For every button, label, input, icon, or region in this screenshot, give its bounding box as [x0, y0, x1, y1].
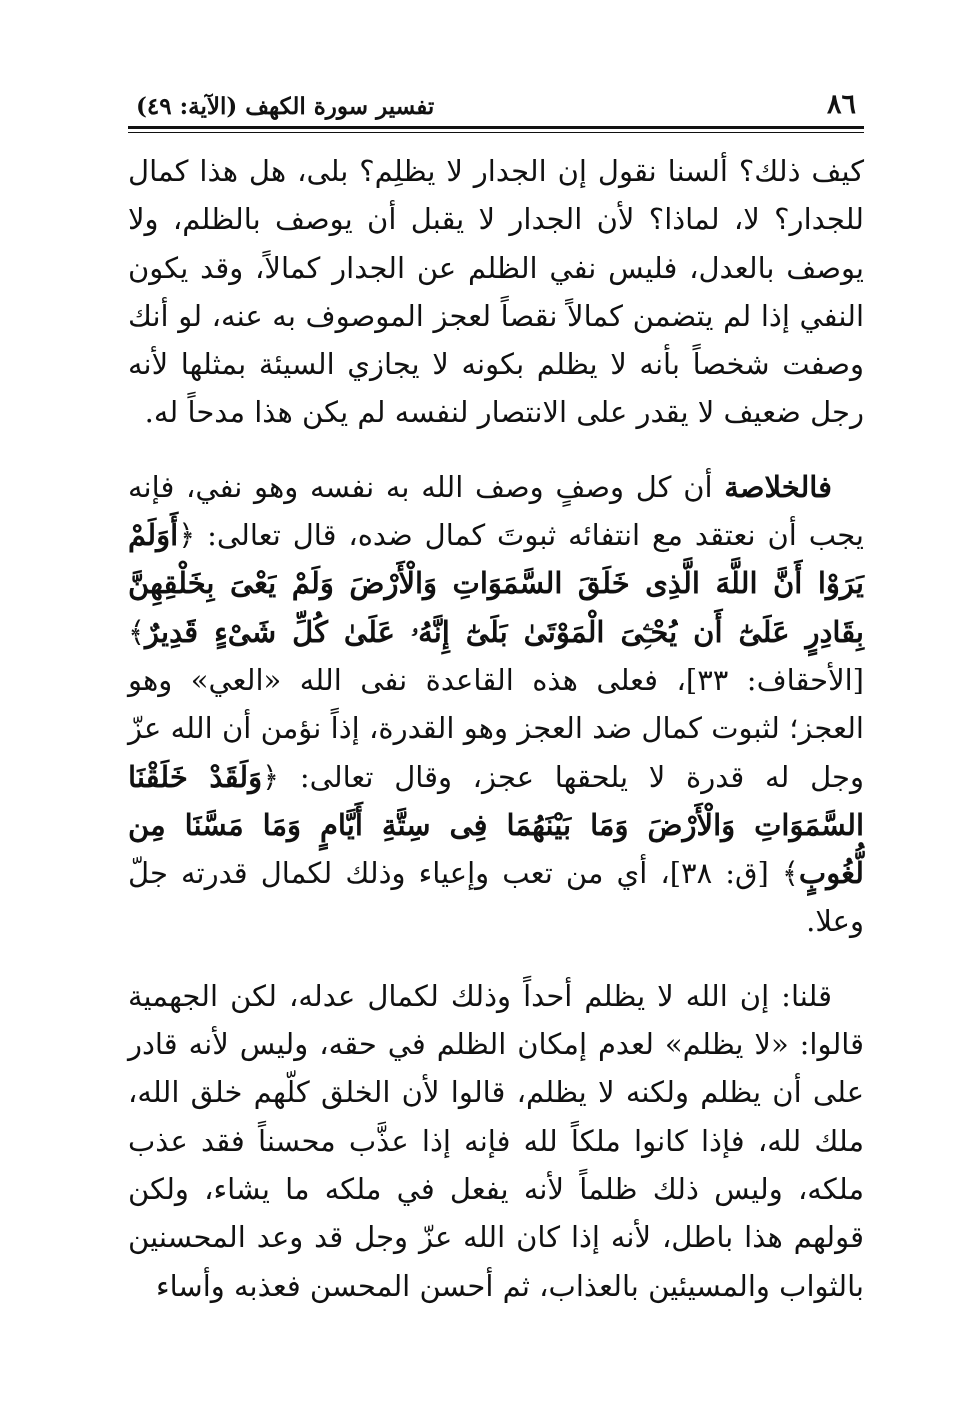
paragraph-2-text-b: [الأحقاف: ٣٣]، فعلى هذه القاعدة نفى الله «العي» وهو العجز؛ لثبوت كمال ضد العجز وهو القدرة، إذاً نؤمن أن الله عزّ وجل له قدرة لا يلحقها عجز، وقال تعالى: — [128, 662, 864, 794]
paragraph-1-text: كيف ذلك؟ ألسنا نقول إن الجدار لا يظلِم؟ بلى، هل هذا كمال للجدار؟ لا، لماذا؟ لأن الجدار لا يقبل أن يوصف بالظلم، ولا يوصف بالعدل، فليس نفي الظلم عن الجدار كمالاً، وقد يكون النفي إذا لم يتضمن كمالاً نقصاً لعجز الموصوف به عنه، لو أنك وصفت شخصاً بأنه لا يظلم بكونه لا يجازي السيئة بمثلها لأنه رجل ضعيف لا يقدر على الانتصار لنفسه لم يكن هذا مدحاً له. — [128, 154, 865, 430]
quran-brace-close-2: ﴾ — [781, 856, 799, 891]
paragraph-1 — [128, 147, 864, 437]
book-page — [128, 78, 864, 1310]
paragraph-2-text-a: أن كل وصفٍ وصف الله به نفسه وهو نفي، فإنه يجب أن نعتقد مع انتفائه ثبوتَ كمال ضده، قال تعالى: — [128, 469, 864, 553]
paragraph-3-text: قلنا: إن الله لا يظلم أحداً وذلك لكمال عدله، لكن الجهمية قالوا: «لا يظلم» لعدم إمكان الظلم في حقه، وليس لأنه قادر على أن يظلم ولكنه لا يظلم، قالوا لأن الخلق كلّهم خلق الله، ملك لله، فإذا كانوا ملكاً لله فإنه إذا عذَّب محسناً فقد عذب ملكه، وليس ذلك ظلماً لأنه يفعل في ملكه ما يشاء، ولكن قولهم هذا باطل، لأنه إذا كان الله عزّ وجل قد وعد المحسنين بالثواب والمسيئين بالعذاب، ثم أحسن المحسن فعذبه وأساء — [128, 978, 864, 1303]
paragraph-2 — [128, 463, 864, 946]
header-rule — [128, 126, 864, 133]
running-title: تفسير سورة الكهف (الآية: ٤٩) — [136, 93, 435, 120]
paragraph-3 — [128, 972, 864, 1310]
summary-lead-word: فالخلاصة — [724, 469, 832, 504]
quran-brace-close-1: ﴾ — [128, 614, 145, 649]
quran-brace-open-1: ﴿ — [178, 518, 196, 553]
quran-verse-2: وَلَقَدْ خَلَقْنَا السَّمَوَاتِ وَالْأَرْضَ وَمَا بَيْنَهُمَا فِى سِتَّةِ أَيَّامٍ وَمَا مَسَّنَا مِن لُّغُوبٍ — [128, 759, 864, 891]
quran-brace-open-2: ﴿ — [262, 759, 280, 794]
page-header — [128, 78, 864, 118]
quran-verse-1: أَوَلَمْ يَرَوْا أَنَّ اللَّهَ الَّذِى خَلَقَ السَّمَوَاتِ وَالْأَرْضَ وَلَمْ يَعْىَ بِخَلْقِهِنَّ بِقَادِرٍ عَلَىٰٓ أَن يُحْـِۧىَ الْمَوْتَىٰ بَلَىٰٓ إِنَّهُۥ عَلَىٰ كُلِّ شَىْءٍ قَدِيرٌ — [128, 518, 864, 649]
page-number: ٨٦ — [826, 89, 856, 120]
paragraph-2-text-c: [ق: ٣٨]، أي من تعب وإعياء وذلك لكمال قدرته جلّ وعلا. — [128, 856, 864, 939]
body-text — [128, 147, 864, 1310]
